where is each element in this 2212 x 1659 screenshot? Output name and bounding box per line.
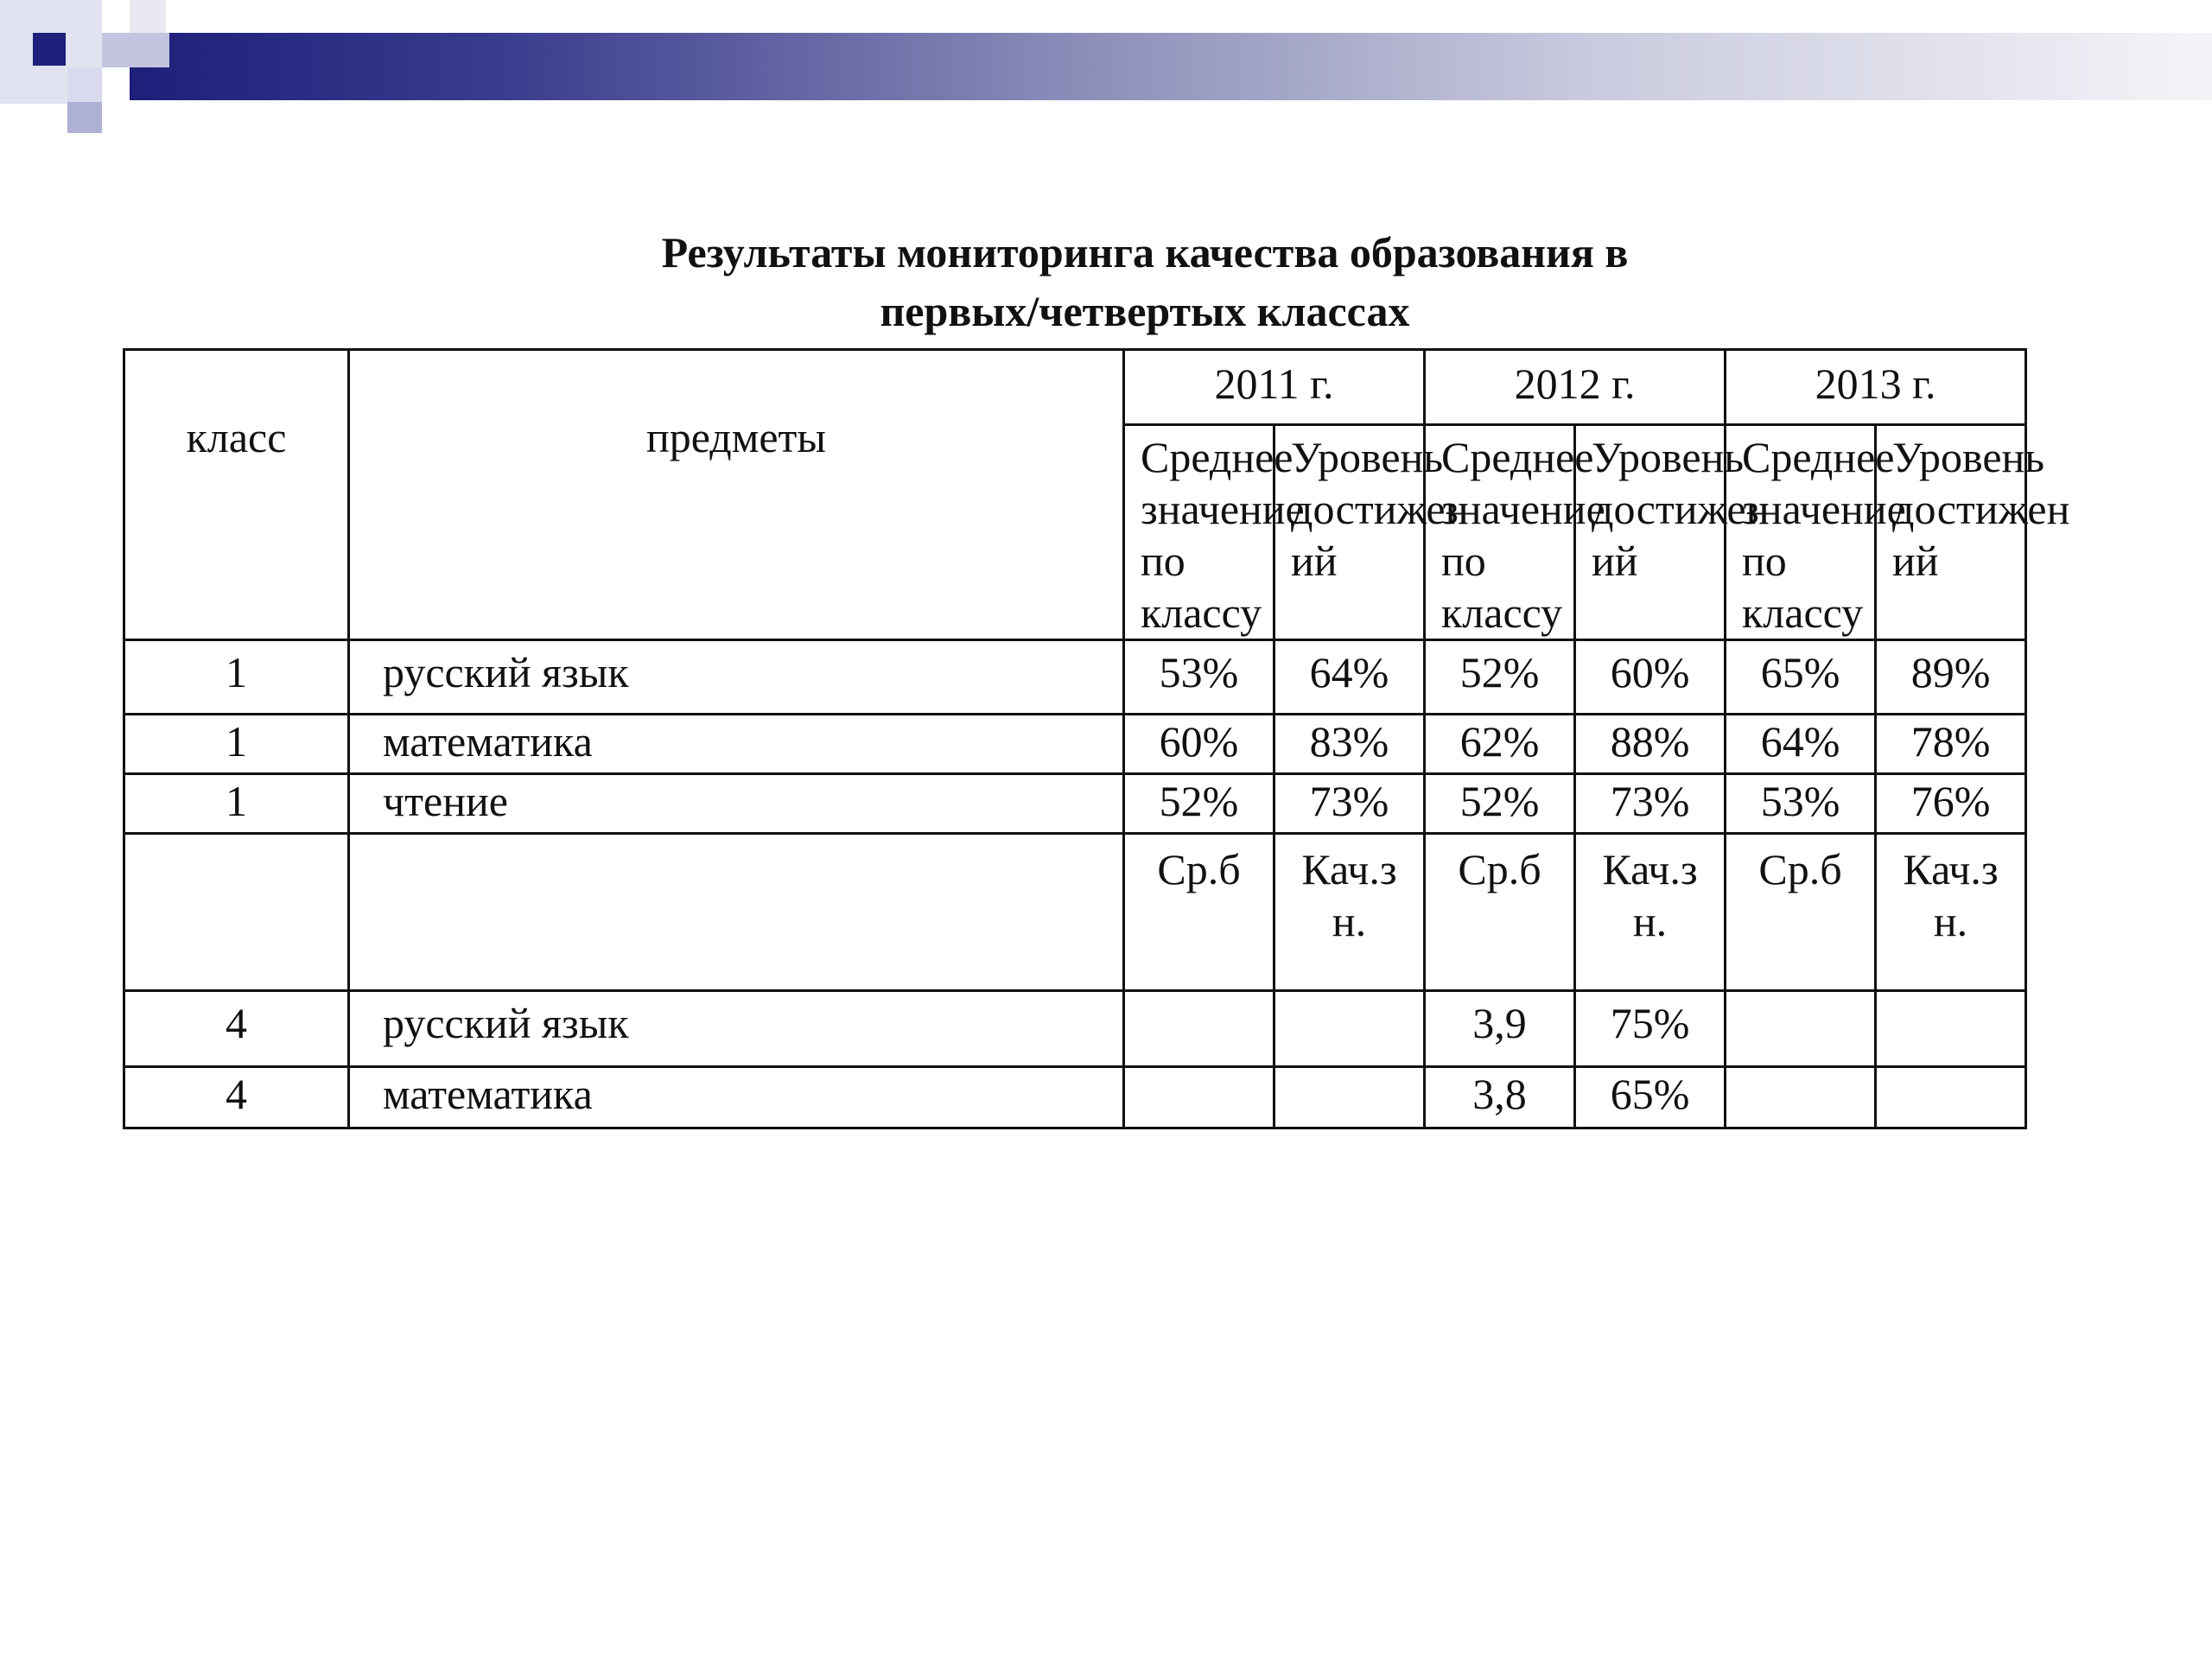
cell-value: 83% xyxy=(1274,715,1425,774)
decor-square xyxy=(102,33,169,67)
cell-value xyxy=(1726,991,1876,1067)
cell-avg-score-label: Ср.б xyxy=(1726,834,1876,991)
table-row xyxy=(124,1067,2026,1128)
cell-value: 3,8 xyxy=(1425,1067,1575,1128)
table-row-subheader xyxy=(124,834,2026,991)
cell-value: 64% xyxy=(1274,640,1425,715)
header-year-2012: 2012 г. xyxy=(1425,350,1726,425)
cell-class: 1 xyxy=(124,640,349,715)
cell-class: 4 xyxy=(124,1067,349,1128)
cell-value: 52% xyxy=(1425,774,1575,834)
slide-title-line-2: первых/четвертых классах xyxy=(880,287,1410,335)
table-row xyxy=(124,715,2026,774)
cell-value: 65% xyxy=(1726,640,1876,715)
subheader-avg: Среднее значение по классу xyxy=(1124,425,1274,640)
cell-value xyxy=(1274,991,1425,1067)
cell-value: 76% xyxy=(1876,774,2026,834)
decor-square xyxy=(130,0,166,33)
cell-value: 78% xyxy=(1876,715,2026,774)
cell-value: 65% xyxy=(1575,1067,1726,1128)
subheader-avg: Среднее значение по классу xyxy=(1726,425,1876,640)
cell-value: 73% xyxy=(1575,774,1726,834)
cell-value: 73% xyxy=(1274,774,1425,834)
cell-value: 88% xyxy=(1575,715,1726,774)
subheader-level: Уровень достижен ий xyxy=(1575,425,1726,640)
cell-value xyxy=(1876,991,2026,1067)
cell-value: 52% xyxy=(1425,640,1575,715)
cell-value: 75% xyxy=(1575,991,1726,1067)
subheader-level: Уровень достижен ий xyxy=(1876,425,2026,640)
cell-value xyxy=(1876,1067,2026,1128)
cell-subject: чтение xyxy=(349,774,1124,834)
header-year-2011: 2011 г. xyxy=(1124,350,1425,425)
cell-value: 64% xyxy=(1726,715,1876,774)
cell-subject: математика xyxy=(349,1067,1124,1128)
cell-value: 53% xyxy=(1726,774,1876,834)
cell-value xyxy=(1124,1067,1274,1128)
cell-class: 4 xyxy=(124,991,349,1067)
header-gradient-band xyxy=(130,33,2212,100)
cell-value: 53% xyxy=(1124,640,1274,715)
cell-value: 89% xyxy=(1876,640,2026,715)
cell-value xyxy=(1726,1067,1876,1128)
cell-subject: русский язык xyxy=(349,640,1124,715)
cell-quality-label: Кач.з н. xyxy=(1274,834,1425,991)
cell-value: 52% xyxy=(1124,774,1274,834)
cell-subject: математика xyxy=(349,715,1124,774)
subheader-level: Уровень достижен ий xyxy=(1274,425,1425,640)
cell-quality-label: Кач.з н. xyxy=(1575,834,1726,991)
slide-title xyxy=(0,223,2212,340)
cell-quality-label: Кач.з н. xyxy=(1876,834,2026,991)
cell-class: 1 xyxy=(124,715,349,774)
table-row xyxy=(124,991,2026,1067)
decor-square xyxy=(67,102,102,133)
decor-square xyxy=(67,67,102,102)
decor-square-dark xyxy=(33,33,66,66)
cell-value xyxy=(1274,1067,1425,1128)
cell-empty xyxy=(124,834,349,991)
cell-class: 1 xyxy=(124,774,349,834)
cell-value: 60% xyxy=(1124,715,1274,774)
cell-value xyxy=(1124,991,1274,1067)
subheader-avg: Среднее значение по классу xyxy=(1425,425,1575,640)
cell-value: 60% xyxy=(1575,640,1726,715)
table-row xyxy=(124,774,2026,834)
cell-avg-score-label: Ср.б xyxy=(1124,834,1274,991)
header-subjects: предметы xyxy=(349,350,1124,640)
cell-value: 62% xyxy=(1425,715,1575,774)
header-class: класс xyxy=(124,350,349,640)
cell-avg-score-label: Ср.б xyxy=(1425,834,1575,991)
header-year-2013: 2013 г. xyxy=(1726,350,2026,425)
cell-value: 3,9 xyxy=(1425,991,1575,1067)
cell-empty xyxy=(349,834,1124,991)
table-row xyxy=(124,640,2026,715)
results-table xyxy=(123,348,2070,1129)
slide-title-line-1: Результаты мониторинга качества образования в xyxy=(661,228,1629,276)
cell-subject: русский язык xyxy=(349,991,1124,1067)
